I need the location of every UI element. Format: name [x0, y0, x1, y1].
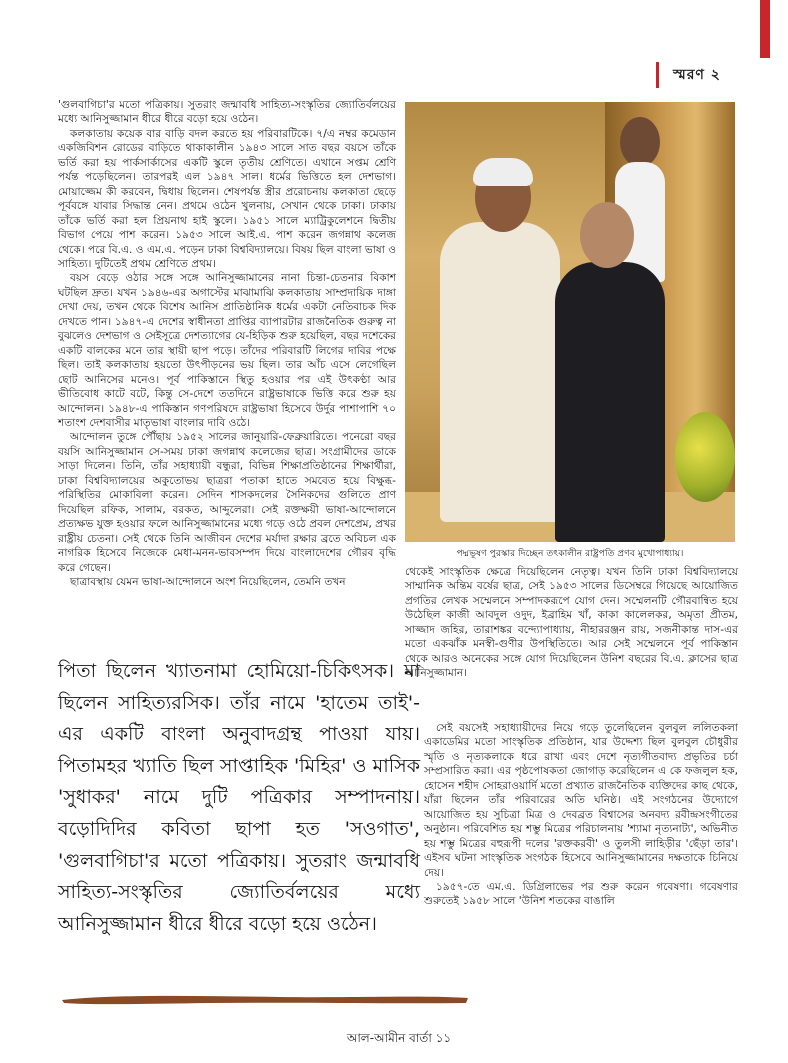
photo-caption: পদ্মভূষণ পুরস্কার দিচ্ছেন তৎকালীন রাষ্ট্রপতি প্রণব মুখোপাধ্যায়।	[456, 548, 684, 559]
paragraph: 'গুলবাগিচা'র মতো পত্রিকায়। সুতরাং জন্মাবধি সাহিত্য-সংস্কৃতির জ্যোতির্বলয়ের মধ্যে আনিসুজ্জামান ধীরে ধীরে বড়ো হয়ে ওঠেন।	[58, 99, 396, 126]
paragraph: বয়স বেড়ে ওঠার সঙ্গে সঙ্গে আনিসুজ্জামানের নানা চিন্তা-চেতনার বিকাশ ঘটছিল দ্রুত। যখন ১৯৪৬-এর অগাস্টের মাঝামাঝি কলকাতায় সাম্প্রদায়িক দাঙ্গা দেখা দেয়, তখন থেকে বিশেষ আনিস প্রাতিষ্ঠানিক ধর্মের একটা নেতিবাচক দিক দেখতে পান। ১৯৪৭-এ দেশের স্বাধীনতা প্রাপ্তির ব্যাপারটার রাজনৈতিক গুরুত্ব না বুঝলেও দেশভাগ ও সেইসূত্রে দেশত্যাগের যে-হিড়িক শুরু হয়েছিল, বছর দশেকের একটি বালকের মনে তার স্থায়ী ছাপ পড়ে। তাঁদের পরিবারটি লিগের দাবির পক্ষে ছিল। তাই কলকাতায় হয়তো উৎপীড়নের ভয় ছিল। তার আঁচ এসে লেগেছিল ছোট আনিসের মনেও। পূর্ব পাকিস্তানে স্থিতু হওয়ার পর এই উৎকণ্ঠা আর ভীতিবোধ কাটে বটে, কিন্তু সে-দেশে ততদিনে রাষ্ট্রভাষাকে ভিত্তি করে শুরু হয় আন্দোলন। ১৯৪৮-এ পাকিস্তান গণপরিষদে রাষ্ট্রভাষা হিসেবে উর্দুর পাশাপাশি ৭০ শতাংশ দেশবাসীর মাতৃভাষা বাংলার দাবি ওঠে।	[58, 272, 396, 429]
right-column-bottom	[424, 721, 738, 909]
award-photo	[405, 102, 735, 542]
brush-stroke-divider	[60, 992, 470, 1006]
section-label: স্মরণ ২	[656, 62, 788, 88]
paragraph: ছাত্রাবস্থায় যেমন ভাষা-আন্দোলনে অংশ নিয়েছিলেন, তেমনি তখন	[70, 575, 346, 588]
paragraph: থেকেই সাংস্কৃতিক ক্ষেত্রে দিয়েছিলেন নেতৃত্ব। যখন তিনি ঢাকা বিশ্ববিদ্যালয়ে সাম্মানিক অন্তিম বর্ষের ছাত্র, সেই ১৯৫৩ সালের ডিসেম্বরে গিয়েছে আয়োজিত প্রগতির লেখক সম্মেলনে সম্পাদকরূপে যোগ দেন। সম্মেলনটি গৌরবান্বিত হয়ে উঠেছিল কাজী আবদুল ওদুদ, ইব্রাহিম খাঁ, কাকা কালেলকর, অমৃতা প্রীতম, সাজ্জাদ জহির, তারাশঙ্কর বন্দ্যোপাধ্যায়, নীহাররঞ্জন রায়, সজনীকান্ত দাস-এর মতো একঝাঁক মনস্বী-গুণীর উপস্থিতিতে। আর সেই সম্মেলনে পূর্ব পাকিস্তান থেকে আরও অনেকের সঙ্গে যোগ দিয়েছিলেন উনিশ বছরের বি.এ. ক্লাসের ছাত্র আনিসুজ্জামান।	[405, 566, 738, 680]
red-tab-marker	[760, 0, 770, 58]
paragraph: কলকাতায় কয়েক বার বাড়ি বদল করতে হয় পরিবারটিকে। ৭/এ নম্বর কমেডান একজিবিশন রোডের বাড়িতে থাকাকালীন ১৯৪৩ সালে সাত বছর বয়সে তাঁকে ভর্তি করা হয় পার্কসার্কাসের একটি স্কুলে তৃতীয় শ্রেণিতে। এখানে সপ্তম শ্রেণি পর্যন্ত পড়েছিলেন। তারপরই এল ১৯৪৭ সাল। ধর্মের ভিত্তিতে হল দেশভাগ। মোয়াজ্জেম কী করবেন, দ্বিধায় ছিলেন। শেষপর্যন্ত স্ত্রীর প্ররোচনায় কলকাতা ছেড়ে পূর্ববঙ্গে যাবার সিদ্ধান্ত নেন। প্রথমে ওঠেন খুলনায়, সেখান থেকে ঢাকা। ঢাকায় তাঁকে ভর্তি করা হল প্রিয়নাথ হাই স্কুলে। ১৯৫১ সালে ম্যাট্রিকুলেশনে দ্বিতীয় বিভাগ পেয়ে পাশ করেন। ১৯৫৩ সালে আই.এ. পাশ করেন জগন্নাথ কলেজ থেকে। পরে বি.এ. ও এম.এ. পড়েন ঢাকা বিশ্ববিদ্যালয়ে। বিষয় ছিল বাংলা ভাষা ও সাহিত্য। দুটিতেই প্রথম শ্রেণিতে প্রথম।	[58, 127, 396, 270]
page-footer: আল-আমীন বার্তা ১১	[346, 1031, 452, 1045]
paragraph: সেই বয়সেই সহাধ্যায়ীদের নিয়ে গড়ে তুলেছিলেন বুলবুল ললিতকলা একাডেমির মতো সাংস্কৃতিক প্রতিষ্ঠান, যার উদ্দেশ্য ছিল বুলবুল চৌধুরীর স্মৃতি ও নৃত্যকলাকে ধরে রাখা এবং দেশে নৃত্যগীতবাদ্য প্রভৃতির চর্চা সম্প্রসারিত করা। এর পৃষ্ঠপোষকতা জোগাড় করেছিলেন এ কে ফজলুল হক, হোসেন শহীদ সোহরাওয়ার্দি মতো প্রখ্যাত রাজনৈতিক ব্যক্তিদের কাছ থেকে, যাঁরা ছিলেন তাঁর পরিবারের অতি ঘনিষ্ঠ। এই সংগঠনের উদ্যোগে আয়োজিত হয় সুচিত্রা মিত্র ও দেবব্রত বিশ্বাসের অনবদ্য রবীন্দ্রসংগীতের অনুষ্ঠান। পরিবেশিত হয় শম্ভু মিত্রের পরিচালনায় 'শ্যামা নৃত্যনাট্য', অভিনীত হয় শম্ভু মিত্রের বহুরূপী দলের 'রক্তকরবী' ও তুলসী লাহিড়ীর 'ছেঁড়া তার'। এইসব ঘটনা সাংস্কৃতিক সংগঠক হিসেবে আনিসুজ্জামানের দক্ষতাকে চিনিয়ে দেয়।	[424, 722, 738, 879]
paragraph: আন্দোলন তুঙ্গে পৌঁছায় ১৯৫২ সালের জানুয়ারি-ফেব্রুয়ারিতে। পনেরো বছর বয়সি আনিসুজ্জামান সে-সময় ঢাকা জগন্নাথ কলেজের ছাত্র। সংগ্রামীদের ডাকে সাড়া দিলেন। তিনি, তাঁর সহাধ্যায়ী বন্ধুরা, বিভিন্ন শিক্ষাপ্রতিষ্ঠানের শিক্ষার্থীরা, ঢাকা বিশ্ববিদ্যালয়ের অকুতোভয় ছাত্ররা পতাকা হাতে সমবেত হয়ে বিক্ষুব্ধ-পরিস্থিতির মোকাবিলা করেন। সেদিন শাসকদলের সৈনিকদের গুলিতে প্রাণ দিয়েছিল রফিক, সালাম, বরকত, আব্দুলেরা। সেই রক্তক্ষয়ী ভাষা-আন্দোলনে প্রত্যক্ষভ যুক্ত হওয়ার ফলে আনিসুজ্জামানের মধ্যে গড়ে ওঠে প্রবল দেশপ্রেম, প্রখর রাষ্ট্রীয় চেতনা। সেই থেকে তিনি আজীবন দেশের মর্যাদা রক্ষার ব্রতে অবিচল এক নাগরিক হিসেবে নিজেকে মেধা-মনন-ভাবসম্পদ দিয়ে বাংলাদেশের গৌরব বৃদ্ধি করে গেছেন।	[58, 431, 396, 574]
right-column-top	[405, 565, 738, 681]
left-column	[58, 98, 396, 589]
paragraph: ১৯৫৭-তে এম.এ. ডিগ্রিলাভের পর শুরু করেন গবেষণা। গবেষণার শুরুতেই ১৯৫৮ সালে 'উনিশ শতকের বাঙালি	[424, 880, 738, 908]
pull-quote: পিতা ছিলেন খ্যাতনামা হোমিয়ো-চিকিৎসক। মা ছিলেন সাহিত্যরসিক। তাঁর নামে 'হাতেম তাই'-এর একটি বাংলা অনুবাদগ্রন্থ পাওয়া যায়। পিতামহর খ্যাতি ছিল সাপ্তাহিক 'মিহির' ও মাসিক 'সুধাকর' নামে দুটি পত্রিকার সম্পাদনায়। বড়োদিদির কবিতা ছাপা হত 'সওগাত', 'গুলবাগিচা'র মতো পত্রিকায়। সুতরাং জন্মাবধি সাহিত্য-সংস্কৃতির জ্যোতির্বলয়ের মধ্যে আনিসুজ্জামান ধীরে ধীরে বড়ো হয়ে ওঠেন।	[58, 660, 420, 935]
